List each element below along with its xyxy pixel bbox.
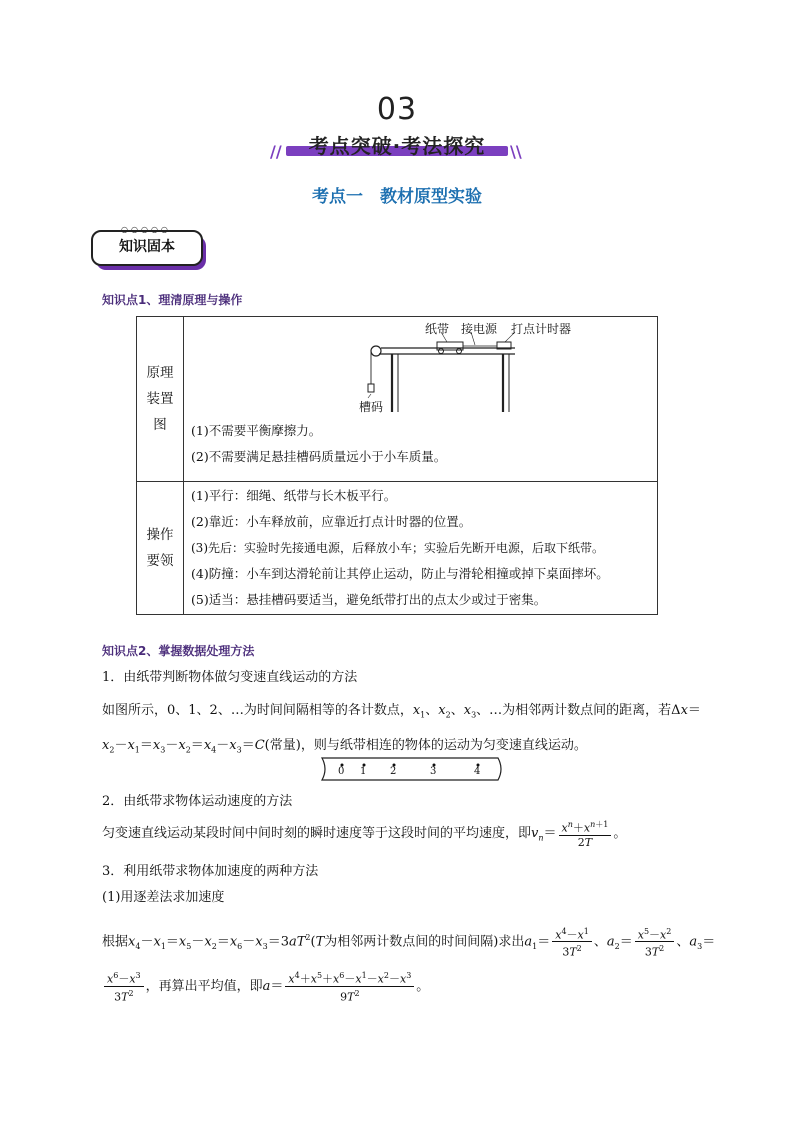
operation-cell: [184, 482, 658, 615]
table-row: [137, 317, 658, 482]
s1-text-c: (常量)，则与纸带相连的物体的运动为匀变速直线运动。: [264, 737, 587, 753]
section-banner: [268, 128, 526, 162]
s3-title: 3．利用纸带求物体加速度的两种方法: [102, 864, 319, 879]
s1-text-b: 、…为相邻两计数点间的距离，若Δ: [476, 703, 681, 718]
principle-table: [136, 316, 658, 615]
operation-line: (3)先后：实验时先接通电源，后释放小车；实验后先断开电源，后取下纸带。: [191, 541, 605, 555]
row-label-line: 装置: [146, 391, 174, 407]
paper-tape-figure: [318, 756, 504, 782]
label-power: 接电源: [461, 322, 498, 336]
operation-line: (4)防撞：小车到达滑轮前让其停止运动，防止与滑轮相撞或掉下桌面摔坏。: [191, 566, 609, 581]
kp2-title: 知识点2、掌握数据处理方法: [102, 644, 255, 658]
tape-tick: 0: [338, 766, 345, 777]
section-number: 03: [376, 92, 418, 127]
s3-text-c: ，再算出平均值，即: [145, 978, 263, 994]
tag-label: 知识固本: [119, 239, 175, 255]
tape-tick: 3: [430, 766, 437, 777]
principle-cell: [184, 317, 658, 482]
s3-text-a: 根据: [102, 934, 129, 950]
a3-formula: $\frac{x^6-x^3}{3T^2}$: [104, 969, 144, 1003]
row-label-line: 操作: [146, 527, 174, 543]
s1-text-a: 如图所示，0、1、2、…为时间间隔相等的各计数点，: [102, 703, 413, 718]
s2-paragraph: 匀变速直线运动某段时间中间时刻的瞬时速度等于这段时间的平均速度，即$v_n=$ $\frac{x^n+x^{n+1}}{2T}$ 。: [102, 820, 627, 849]
slash-decoration-right: \\: [510, 142, 522, 161]
apparatus-diagram-svg: [185, 318, 661, 418]
topic-subtitle: 考点一 教材原型实验: [312, 187, 482, 207]
row-label-principle: [137, 317, 184, 482]
principle-note: (2)不需要满足悬挂槽码质量远小于小车质量。: [191, 449, 447, 464]
banner-title: 考点突破·考法探究: [308, 134, 486, 158]
velocity-formula: $\frac{x^n+x^{n+1}}{2T}$: [559, 818, 612, 849]
a1-formula: $\frac{x^4-x^1}{3T^2}$: [552, 925, 592, 959]
principle-note: (1)不需要平衡摩擦力。: [191, 423, 322, 438]
row-label-line: 原理: [146, 365, 174, 381]
label-timer: 打点计时器: [511, 322, 572, 336]
s2-text: 匀变速直线运动某段时间中间时刻的瞬时速度等于这段时间的平均速度，即: [102, 825, 532, 841]
s1-paragraph: 如图所示，0、1、2、…为时间间隔相等的各计数点，$x_1$、$x_2$、$x_3$、…为相邻两计数点间的距离，若Δx＝ $x_2-x_1=x_3-x_2=x_4-x_3=C$(常量)，则与纸带相连的物体的运动为匀变速直线运动。: [102, 703, 701, 755]
s3-subtitle: (1)用逐差法求加速度: [102, 890, 225, 905]
binder-rings-icon: ○○○○○: [121, 225, 171, 234]
row-label-line: 图: [153, 417, 167, 433]
table-row: [137, 482, 658, 615]
row-label-line: 要领: [146, 553, 174, 569]
row-label-operation: [137, 482, 184, 615]
s1-title: 1．由纸带判断物体做匀变速直线运动的方法: [102, 670, 358, 685]
label-weight: 槽码: [359, 400, 384, 414]
tape-tick: 1: [360, 766, 367, 777]
a2-formula: $\frac{x^5-x^2}{3T^2}$: [635, 925, 675, 959]
apparatus-diagram: [185, 318, 656, 418]
tape-tick: 4: [474, 766, 481, 777]
label-paper-tape: 纸带: [425, 322, 450, 336]
kp1-title: 知识点1、理清原理与操作: [102, 293, 243, 307]
operation-line: (2)靠近：小车释放前，应靠近打点计时器的位置。: [191, 514, 472, 529]
average-acceleration-formula: $\frac{x^4+x^5+x^6-x^1-x^2-x^3}{9T^2}$: [285, 969, 414, 1003]
knowledge-tag: [91, 225, 207, 270]
operation-line: (1)平行：细绳、纸带与长木板平行。: [191, 488, 397, 503]
slash-decoration-left: //: [270, 142, 282, 161]
operation-line: (5)适当：悬挂槽码要适当，避免纸带打出的点太少或过于密集。: [191, 592, 547, 607]
tape-tick: 2: [390, 766, 397, 777]
s2-title: 2．由纸带求物体运动速度的方法: [102, 794, 293, 809]
s3-text-b: 为相邻两计数点间的时间间隔)求出: [324, 934, 525, 950]
s3-paragraph: 根据$x_4-x_1=x_5-x_2=x_6-x_3=3aT^2(T$为相邻两计数点间的时间间隔)求出$a_1=$ $\frac{x^4-x^1}{3T^2}$ 、$a_2=$ $\frac{x^5-x^2}{3T^2}$ 、$a_3=$ $\frac{x^6-x^3}{3T^2}$ ，再算出平均值，即a＝ $\frac{x^4+x^5+x^6-x^1-x^2-x^3}{9T^2}$ 。: [102, 926, 716, 1004]
